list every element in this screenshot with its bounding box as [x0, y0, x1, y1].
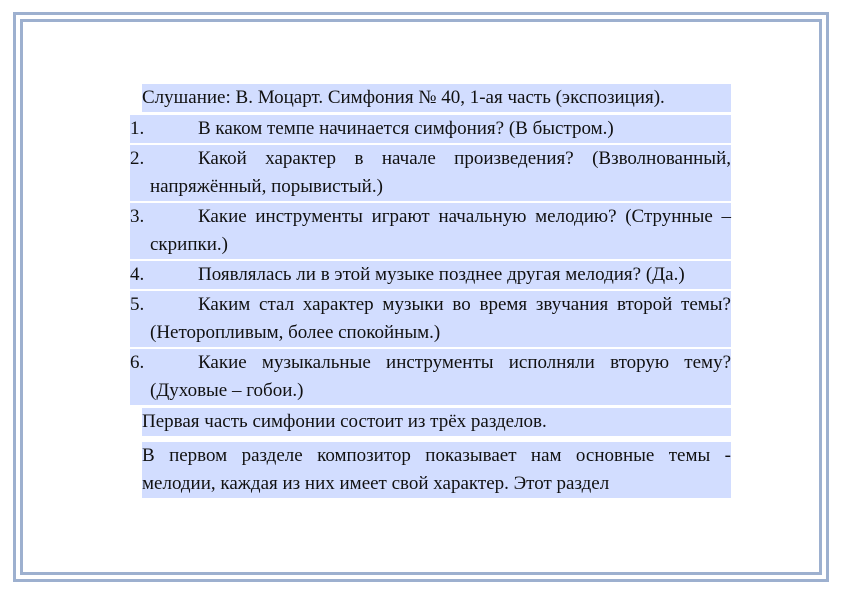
question-item — [130, 203, 731, 259]
question-text: Каким стал характер музыки во время звучания второй темы? (Неторопливым, более спокойным.) — [150, 294, 731, 343]
question-number: 6. — [130, 352, 145, 373]
question-number: 1. — [130, 118, 145, 139]
question-text: В каком темпе начинается симфония? (В быстром.) — [198, 118, 614, 139]
paragraph-first-section: В первом разделе композитор показывает нам основные темы - мелодии, каждая из них имеет свой характер. Этот раздел — [142, 442, 731, 498]
question-number: 2. — [130, 148, 145, 169]
question-text: Какой характер в начале произведения? (Взволнованный, напряжённый, порывистый.) — [150, 148, 731, 197]
question-text: Какие инструменты играют начальную мелодию? (Струнные – скрипки.) — [150, 206, 731, 255]
question-number: 5. — [130, 294, 145, 315]
question-text: Появлялась ли в этой музыке позднее другая мелодия? (Да.) — [198, 264, 685, 285]
paragraph-sections: Первая часть симфонии состоит из трёх разделов. — [142, 408, 731, 436]
question-item — [130, 261, 731, 289]
question-item — [130, 115, 731, 143]
question-text: Какие музыкальные инструменты исполняли вторую тему? (Духовые – гобои.) — [150, 352, 731, 401]
question-number: 4. — [130, 264, 145, 285]
question-item — [130, 349, 731, 405]
text-body — [130, 84, 731, 498]
listening-heading: Слушание: В. Моцарт. Симфония № 40, 1-ая часть (экспозиция). — [142, 84, 731, 112]
question-item — [130, 145, 731, 201]
question-item — [130, 291, 731, 347]
question-number: 3. — [130, 206, 145, 227]
question-list — [130, 115, 731, 405]
